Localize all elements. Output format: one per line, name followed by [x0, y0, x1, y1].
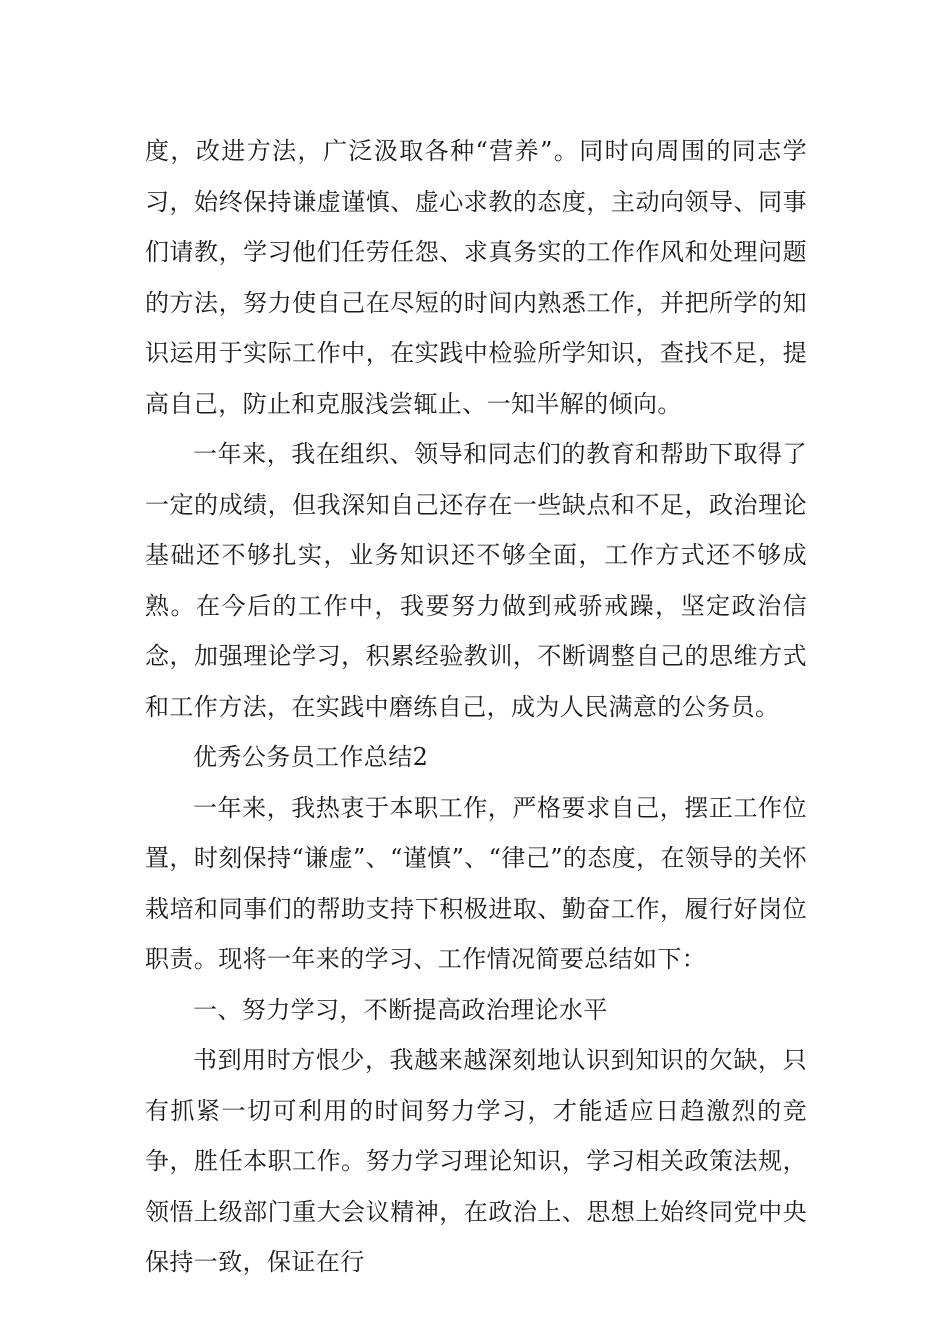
paragraph-study: 书到用时方恨少，我越来越深刻地认识到知识的欠缺，只有抓紧一切可利用的时间努力学习，才能适应日趋激烈的竞争，胜任本职工作。努力学习理论知识，学习相关政策法规，领悟上级部门重大会议精神，在政治上、思想上始终同党中央保持一致，保证在行: [145, 1046, 807, 1276]
document-body: [145, 126, 807, 1288]
paragraph-achievements: 一年来，我在组织、领导和同志们的教育和帮助下取得了一定的成绩，但我深知自己还存在一些缺点和不足，政治理论基础还不够扎实，业务知识还不够全面，工作方式还不够成熟。在今后的工作中，我要努力做到戒骄戒躁，坚定政治信念，加强理论学习，积累经验教训，不断调整自己的思维方式和工作方法，在实践中磨练自己，成为人民满意的公务员。: [145, 440, 807, 721]
section-title: 优秀公务员工作总结2: [193, 743, 429, 771]
paragraph-continued: 度，改进方法，广泛汲取各种“营养”。同时向周围的同志学习，始终保持谦虚谨慎、虚心求教的态度，主动向领导、同事们请教，学习他们任劳任怨、求真务实的工作作风和处理问题的方法，努力使自己在尽短的时间内熟悉工作，并把所学的知识运用于实际工作中，在实践中检验所学知识，查找不足，提高自己，防止和克服浅尝辄止、一知半解的倾向。: [145, 137, 807, 418]
paragraph-intro: 一年来，我热衷于本职工作，严格要求自己，摆正工作位置，时刻保持“谦虚”、“谨慎”、“律己”的态度，在领导的关怀栽培和同事们的帮助支持下积极进取、勤奋工作，履行好岗位职责。现将一年来的学习、工作情况简要总结如下：: [145, 793, 807, 973]
subsection-heading: 一、努力学习，不断提高政治理论水平: [193, 995, 608, 1024]
